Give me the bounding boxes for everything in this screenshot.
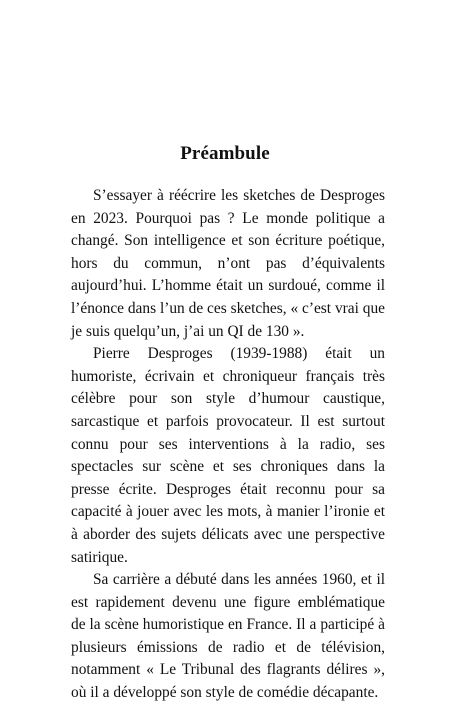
paragraph-2: Pierre Desproges (1939-1988) était un humoriste, écrivain et chroniqueur français très célèbre pour son style d’humour caustique, sarcastique et parfois provocateur. Il est surtout connu pour ses interventions à la radio, ses spectacles sur scène et ses chroniques dans la presse écrite. Desproges était reconnu pour sa capacité à jouer avec les mots, à manier l’ironie et à aborder des sujets délicats avec une perspective satirique. [71, 345, 385, 566]
chapter-body [71, 185, 385, 705]
paragraph-1: S’essayer à réécrire les sketches de Desproges en 2023. Pourquoi pas ? Le monde politique a changé. Son intelligence et son écriture poétique, hors du commun, n’ont pas d’équivalents aujourd’hui. L’homme était un surdoué, comme il l’énonce dans l’un de ces sketches, « c’est vrai que je suis quelqu’un, j’ai un QI de 130 ». [71, 187, 385, 340]
chapter-title: Préambule [180, 142, 270, 164]
paragraph-3: Sa carrière a débuté dans les années 1960, et il est rapidement devenu une figure emblématique de la scène humoristique en France. Il a participé à plusieurs émissions de radio et de télévision, notamment « Le Tribunal des flagrants délires », où il a développé son style de comédie décapante. [71, 571, 385, 702]
